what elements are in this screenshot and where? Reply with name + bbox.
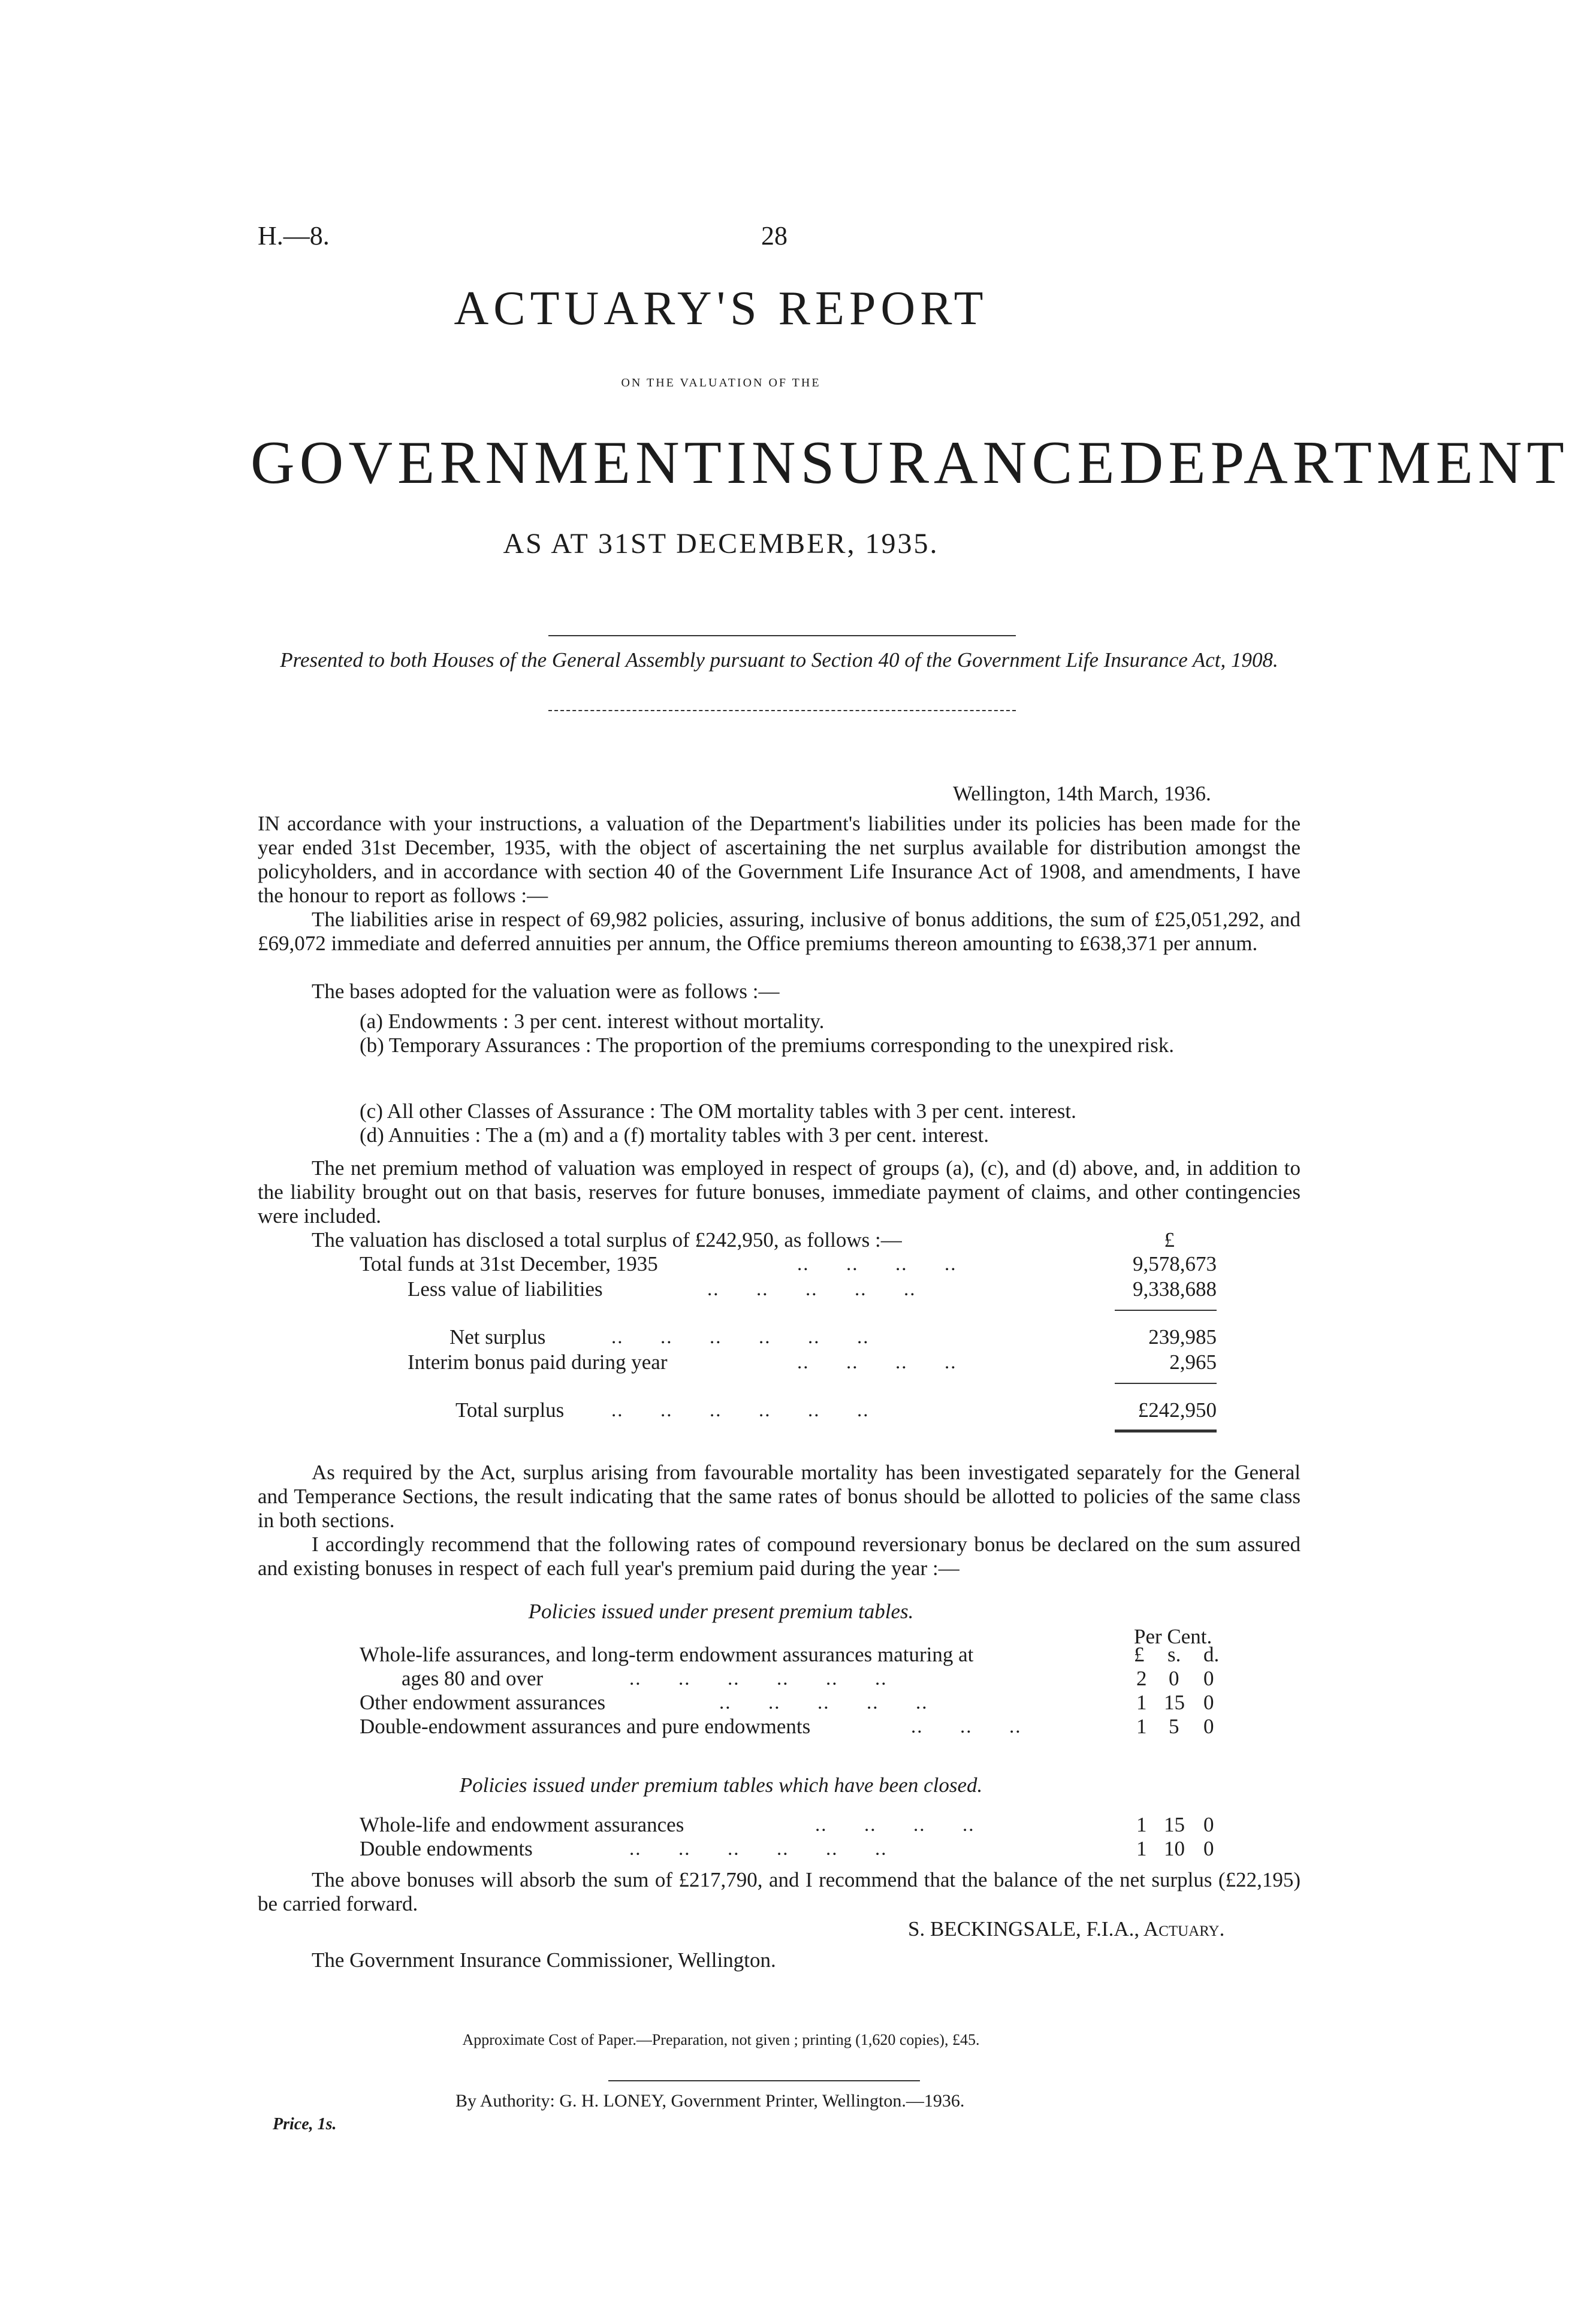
col-shillings: s. [1167, 1643, 1181, 1666]
bonus-pounds: 2 [1136, 1667, 1147, 1690]
bonus-row-label: Whole-life and endowment assurances [360, 1813, 684, 1836]
valuation-label: Total funds at 31st December, 1935 [360, 1252, 658, 1276]
paragraph-recommend: I accordingly recommend that the following rates of compound reversionary bonus be declared on the sum assured and existing bonuses in respect of each full year's premium paid during the year :— [258, 1533, 1301, 1580]
paragraph-method: The net premium method of valuation was employed in respect of groups (a), (c), and (d) above, and, in addition to the liability brought out on that basis, reserves for future bonuses, immediate payment of claims, and other contingencies were included. [258, 1156, 1301, 1228]
paragraph-surplus: The valuation has disclosed a total surplus of £242,950, as follows :— [312, 1228, 902, 1252]
addressee: The Government Insurance Commissioner, Wellington. [312, 1948, 776, 1972]
valuation-total: £242,950 [1137, 1398, 1217, 1422]
leader-dots: .. .. .. .. .. .. [629, 1668, 888, 1690]
authority-line: By Authority: G. H. LONEY, Government Printer, Wellington.—1936. [455, 2091, 965, 2111]
bonus-pounds: 1 [1136, 1715, 1147, 1738]
bonus-section-title: Policies issued under premium tables which have been closed. [459, 1773, 983, 1797]
col-pounds: £ [1134, 1643, 1145, 1666]
leader-dots: .. .. .. .. .. .. [629, 1838, 888, 1860]
report-reference: H.—8. [258, 221, 330, 250]
leader-dots: .. .. .. [911, 1716, 1022, 1737]
paragraph-intro: IN accordance with your instructions, a valuation of the Department's liabilities under its policies has been made for the year ended 31st December, 1935, with the object of ascertaining the net surplus available for distribution amongst the policyholders, and in accordance with section 40 of the Government Life Insurance Act of 1908, and amendments, I have the honour to report as follows :— [258, 812, 1301, 907]
leader-dots: .. .. .. .. [815, 1814, 975, 1836]
bonus-row-label-cont: ages 80 and over [402, 1667, 544, 1690]
department-title-word: GOVERNMENT [251, 429, 726, 497]
bonus-row-label: Double-endowment assurances and pure endowments [360, 1715, 811, 1738]
leader-dots: .. .. .. .. .. .. [611, 1400, 870, 1421]
basis-item: (b) Temporary Assurances : The proportion of the premiums corresponding to the unexpired risk. [360, 1033, 1175, 1057]
per-cent-heading: Per Cent. [1134, 1625, 1212, 1648]
leader-dots: .. .. .. .. .. .. [611, 1326, 870, 1348]
divider [608, 2080, 920, 2081]
date-line: Wellington, 14th March, 1936. [953, 782, 1211, 805]
department-title-word: INSURANCE [726, 429, 1120, 497]
leader-dots: .. .. .. .. [797, 1352, 957, 1373]
valuation-value: 2,965 [1169, 1350, 1217, 1374]
valuation-value: 239,985 [1148, 1325, 1217, 1349]
price: Price, 1s. [273, 2115, 337, 2133]
basis-item: (d) Annuities : The a (m) and a (f) mortality tables with 3 per cent. interest. [360, 1123, 989, 1147]
sum-rule [1115, 1310, 1217, 1311]
bonus-pence: 0 [1203, 1837, 1214, 1860]
bonus-row-label: Other endowment assurances [360, 1691, 606, 1714]
currency-symbol: £ [1164, 1228, 1175, 1252]
bonus-pence: 0 [1203, 1691, 1214, 1714]
bonus-shillings: 10 [1164, 1837, 1185, 1860]
report-date-title: AS AT 31ST DECEMBER, 1935. [503, 528, 939, 560]
valuation-label: Interim bonus paid during year [408, 1350, 668, 1374]
paragraph-sections: As required by the Act, surplus arising from favourable mortality has been investigated separately for the General and Temperance Sections, the result indicating that the same rates of bonus should be allotted to policies of the same class in both sections. [258, 1461, 1301, 1532]
sum-rule [1115, 1383, 1217, 1384]
page-number: 28 [761, 221, 787, 250]
bonus-pounds: 1 [1136, 1691, 1147, 1714]
basis-item: (c) All other Classes of Assurance : The OM mortality tables with 3 per cent. interest. [360, 1099, 1076, 1123]
paragraph-absorb: The above bonuses will absorb the sum of £217,790, and I recommend that the balance of the net surplus (£22,195) be carried forward. [258, 1868, 1301, 1915]
col-pence: d. [1203, 1643, 1220, 1666]
double-rule [1115, 1430, 1217, 1433]
bonus-pounds: 1 [1136, 1837, 1147, 1860]
leader-dots: .. .. .. .. .. [719, 1692, 928, 1713]
valuation-value: 9,578,673 [1133, 1252, 1217, 1276]
bonus-section-title: Policies issued under present premium tables. [528, 1600, 914, 1623]
bonus-shillings: 15 [1164, 1691, 1185, 1714]
divider [548, 710, 1016, 711]
bonus-pence: 0 [1203, 1667, 1214, 1690]
paragraph-liabilities: The liabilities arise in respect of 69,982 policies, assuring, inclusive of bonus additions, the sum of £25,051,292, and £69,072 immediate and deferred annuities per annum, the Office premiums thereon amounting to £638,371 per annum. [258, 908, 1301, 955]
department-title-word: DEPARTMENT [1119, 429, 1569, 497]
signature: S. BECKINGSALE, F.I.A., Actuary. [908, 1917, 1225, 1941]
bonus-pence: 0 [1203, 1813, 1214, 1836]
bonus-shillings: 5 [1169, 1715, 1179, 1738]
bonus-shillings: 15 [1164, 1813, 1185, 1836]
leader-dots: .. .. .. .. .. [707, 1279, 916, 1300]
department-title [251, 428, 1569, 498]
paragraph-bases: The bases adopted for the valuation were as follows :— [312, 980, 780, 1003]
report-subtitle: ON THE VALUATION OF THE [621, 376, 821, 389]
leader-dots: .. .. .. .. [797, 1253, 957, 1275]
valuation-label: Less value of liabilities [408, 1277, 603, 1301]
valuation-value: 9,338,688 [1133, 1277, 1217, 1301]
valuation-label: Total surplus [455, 1398, 565, 1422]
cost-note: Approximate Cost of Paper.—Preparation, not given ; printing (1,620 copies), £45. [462, 2031, 980, 2048]
bonus-pence: 0 [1203, 1715, 1214, 1738]
divider [548, 635, 1016, 636]
report-title: ACTUARY'S REPORT [454, 282, 988, 335]
bonus-shillings: 0 [1169, 1667, 1179, 1690]
bonus-row-label: Double endowments [360, 1837, 533, 1860]
bonus-pounds: 1 [1136, 1813, 1147, 1836]
presented-note: Presented to both Houses of the General Assembly pursuant to Section 40 of the Government Life Insurance Act, 1908. [280, 648, 1278, 672]
basis-item: (a) Endowments : 3 per cent. interest without mortality. [360, 1010, 825, 1033]
valuation-label: Net surplus [449, 1325, 546, 1349]
bonus-row-label: Whole-life assurances, and long-term endowment assurances maturing at [360, 1643, 974, 1666]
